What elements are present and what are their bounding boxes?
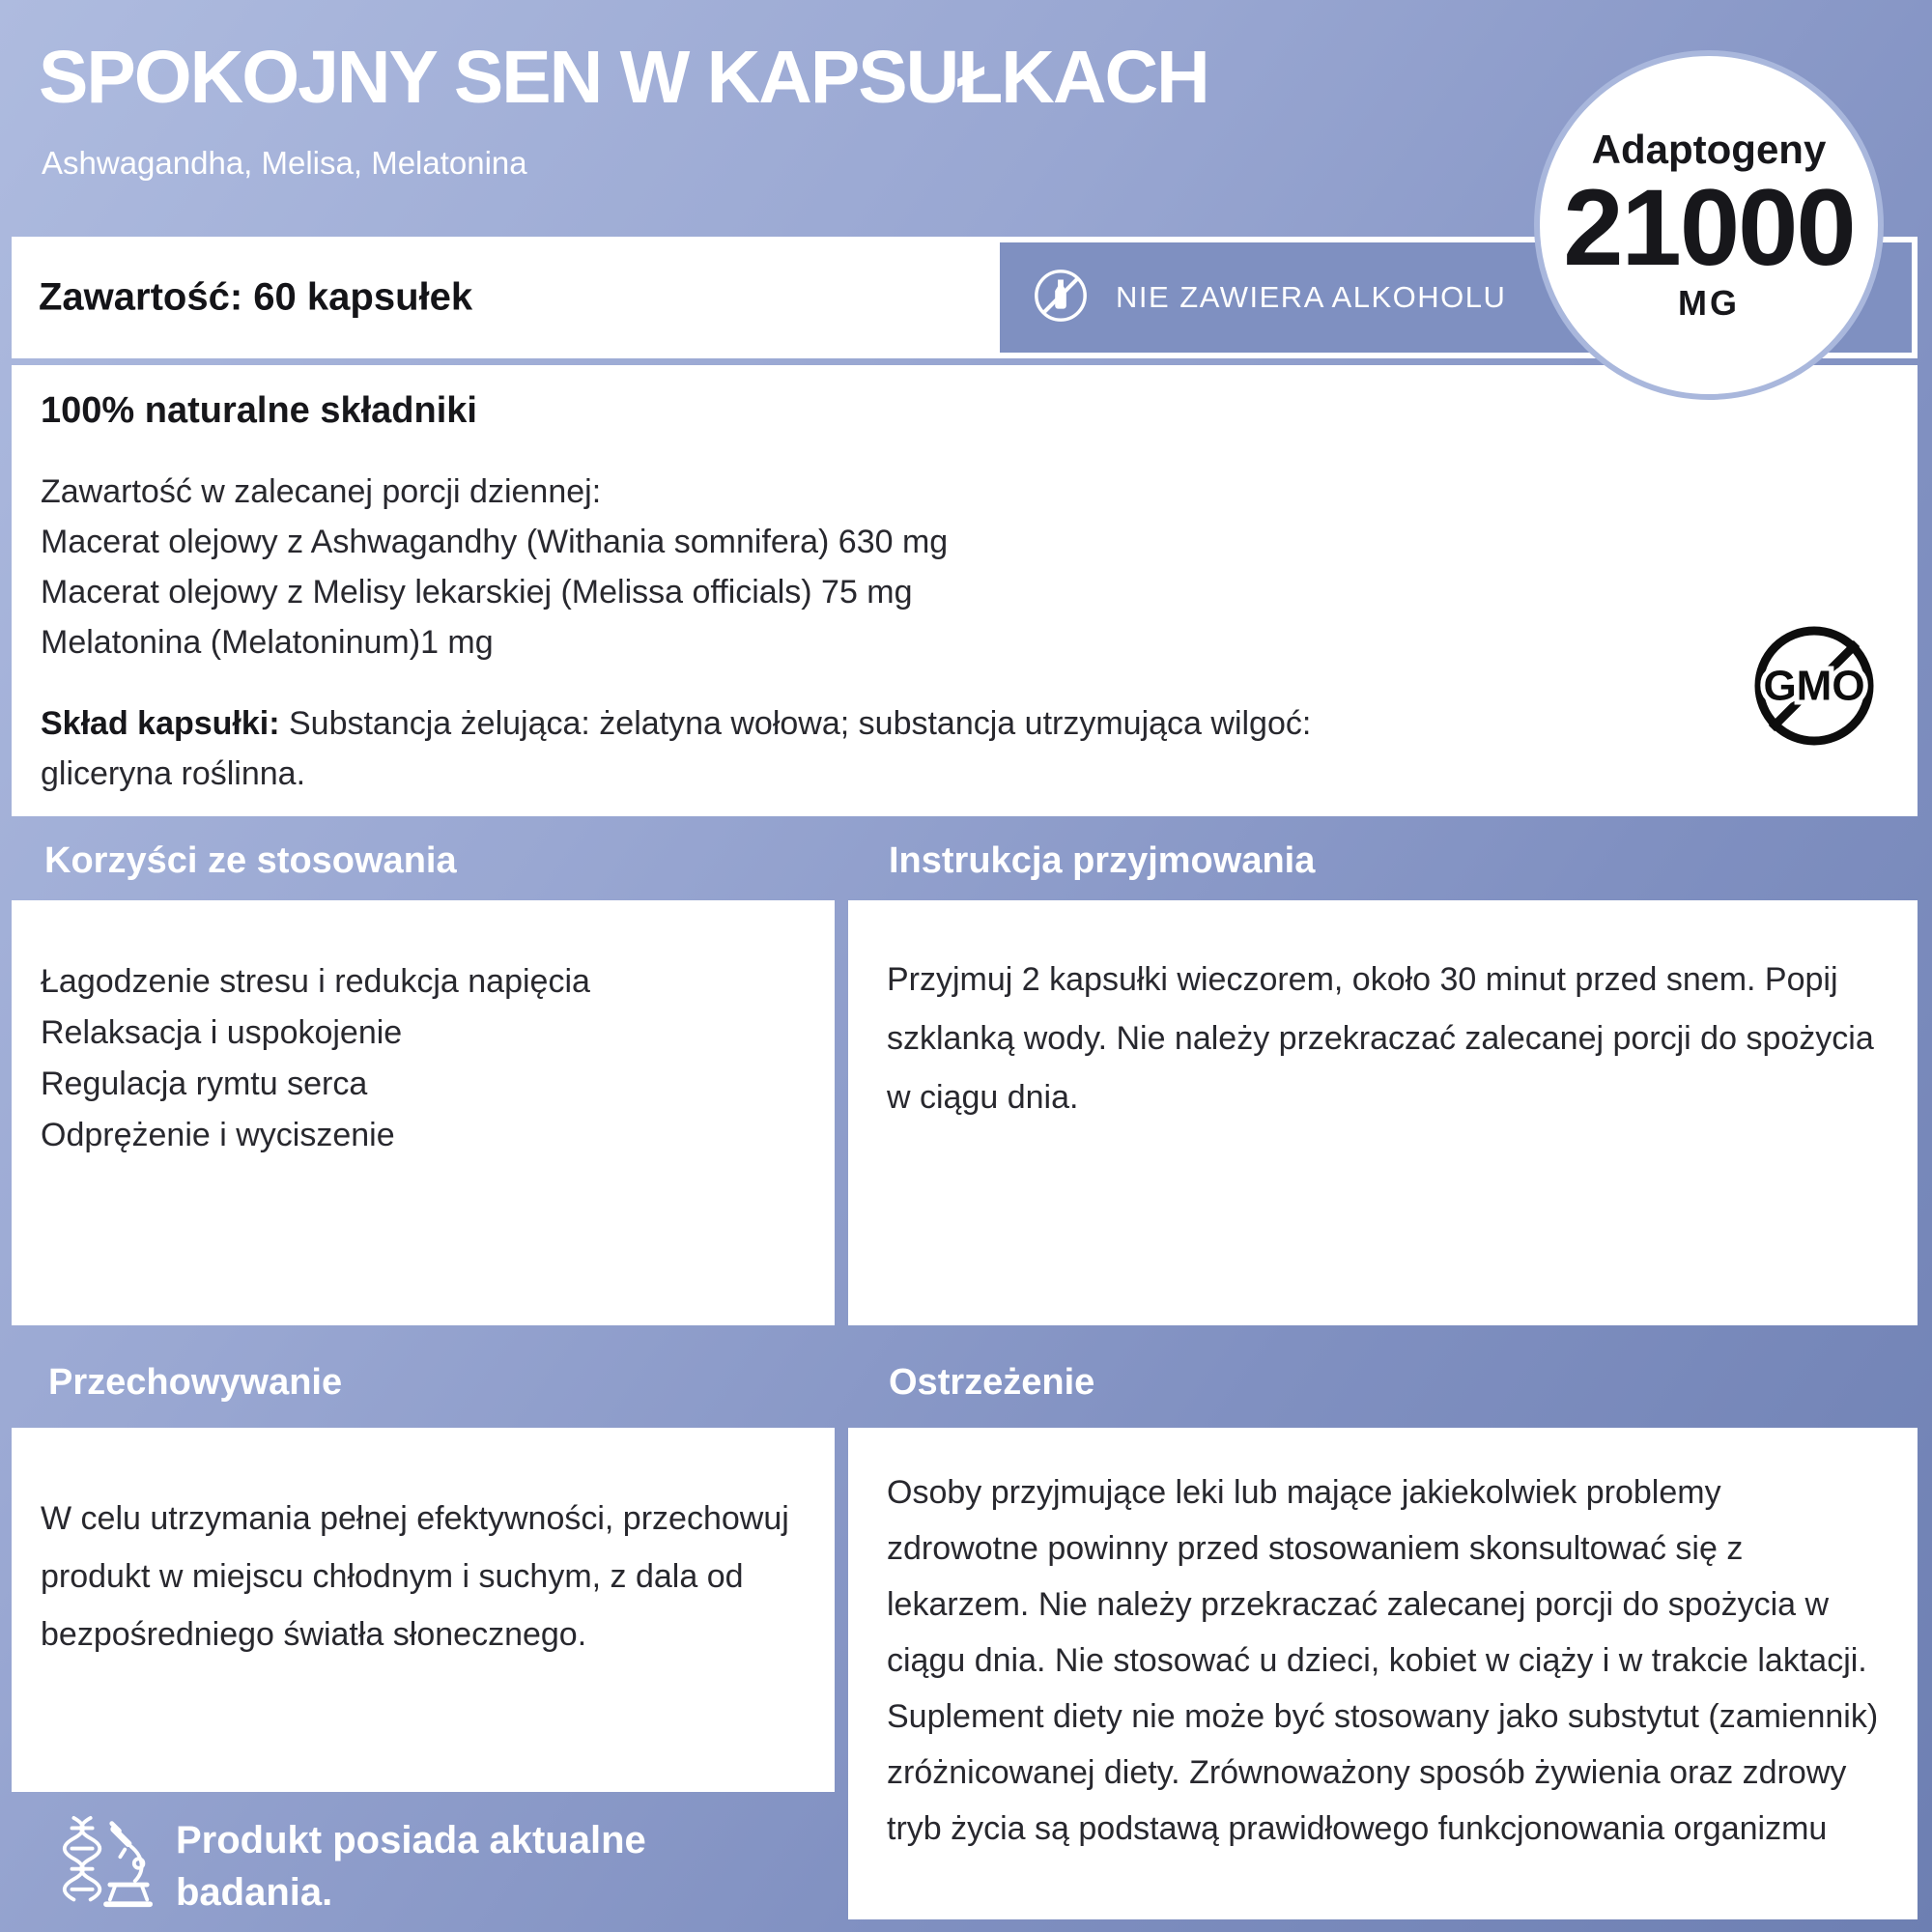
no-alcohol-text: NIE ZAWIERA ALKOHOLU <box>1116 280 1507 314</box>
instructions-panel <box>848 900 1918 1325</box>
storage-panel <box>12 1428 835 1792</box>
no-gmo-text: GMO <box>1763 662 1865 710</box>
benefit-item: Relaksacja i uspokojenie <box>41 1014 403 1051</box>
warning-heading: Ostrzeżenie <box>889 1362 1095 1403</box>
warning-panel <box>848 1428 1918 1919</box>
ingredient-item: Macerat olejowy z Melisy lekarskiej (Melissa officials) 75 mg <box>41 574 913 611</box>
badge-unit: MG <box>1678 283 1740 324</box>
warning-text: Osoby przyjmujące leki lub mające jakiekolwiek problemy zdrowotne powinny przed stosowaniem skonsultować się z lekarzem. Nie należy przekraczać zalecanej porcji do spożycia w ciągu dnia. Nie stosować u dzieci, kobiet w ciąży i w trakcie laktacji. Suplement diety nie może być stosowany jako substytut (zamiennik) zróżnicowanej diety. Zrównoważony sposób żywienia oraz zdrowy tryb życia są podstawą prawidłowego funkcjonowania organizmu <box>887 1474 1879 1847</box>
instructions-heading: Instrukcja przyjmowania <box>889 840 1316 881</box>
storage-text: W celu utrzymania pełnej efektywności, przechowuj produkt w miejscu chłodnym i suchym, z dala od bezpośredniego światła słonecznego. <box>41 1500 789 1653</box>
footer-claim: Produkt posiada aktualne badania. <box>176 1819 646 1914</box>
no-gmo-icon <box>1747 618 1882 758</box>
storage-heading: Przechowywanie <box>48 1362 343 1403</box>
adaptogens-badge <box>1534 50 1884 400</box>
ingredients-panel <box>12 365 1918 816</box>
benefits-heading: Korzyści ze stosowania <box>44 840 457 881</box>
capsule-composition-label: Skład kapsułki: <box>41 705 280 742</box>
instructions-text: Przyjmuj 2 kapsułki wieczorem, około 30 minut przed snem. Popij szklanką wody. Nie należy przekraczać zalecanej porcji do spożycia w ciągu dnia. <box>887 961 1874 1116</box>
dna-microscope-icon <box>60 1812 153 1918</box>
page-title: SPOKOJNY SEN W KAPSUŁKACH <box>39 36 1208 119</box>
page-subtitle: Ashwagandha, Melisa, Melatonina <box>42 145 527 181</box>
no-alcohol-icon <box>1031 266 1091 330</box>
ingredient-item: Macerat olejowy z Ashwagandhy (Withania somnifera) 630 mg <box>41 524 949 560</box>
benefit-item: Łagodzenie stresu i redukcja napięcia <box>41 963 590 1000</box>
benefit-item: Odprężenie i wyciszenie <box>41 1117 395 1153</box>
ingredients-intro: Zawartość w zalecanej porcji dziennej: <box>41 473 602 510</box>
benefits-panel <box>12 900 835 1325</box>
ingredients-heading: 100% naturalne składniki <box>41 390 477 431</box>
contents-text: Zawartość: 60 kapsułek <box>39 275 473 319</box>
capsule-composition-text: Substancja żelująca: żelatyna wołowa; substancja utrzymująca wilgoć: gliceryna roślinna. <box>41 705 1312 792</box>
badge-label: Adaptogeny <box>1591 126 1827 172</box>
capsule-composition <box>41 698 1325 799</box>
ingredient-item: Melatonina (Melatoninum)1 mg <box>41 624 494 661</box>
benefit-item: Regulacja rymtu serca <box>41 1065 368 1102</box>
badge-value: 21000 <box>1563 166 1855 288</box>
